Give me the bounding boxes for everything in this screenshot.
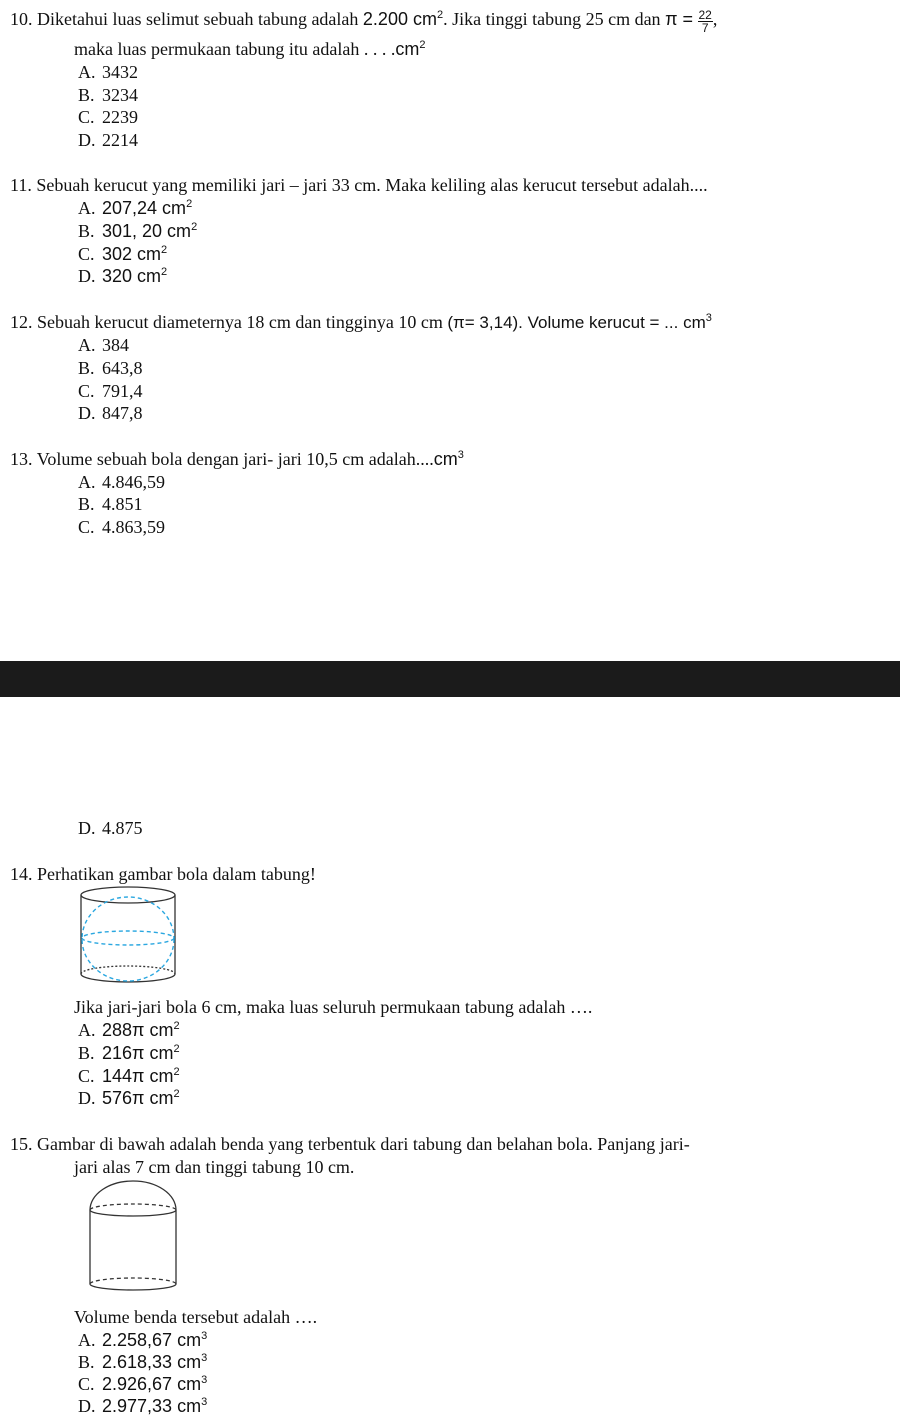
option-d[interactable]: D. 2.977,33 $cm^3$	[78, 1396, 208, 1416]
question-14-text: 14. Perhatikan gambar bola dalam tabung!	[10, 864, 316, 884]
question-10-text	[10, 8, 717, 34]
question-number: 10.	[10, 9, 33, 29]
dark-separator-band	[0, 661, 900, 697]
option-b[interactable]: B. 301, 20 $cm^2$	[78, 221, 198, 241]
question-11-text: 11. Sebuah kerucut yang memiliki jari – jari 33 cm. Maka keliling alas kerucut tersebut adalah....	[10, 175, 708, 195]
question-13-text: 13. Volume sebuah bola dengan jari- jari 10,5 cm $adalah....cm^3$	[10, 449, 464, 469]
question-text-part: . Jika tinggi tabung 25 cm dan	[443, 9, 661, 29]
question-12-text: 12. Sebuah kerucut diameternya 18 cm dan tingginya 10 cm (π= 3,14). Volume kerucut = ... $cm^3$	[10, 312, 712, 332]
option-c[interactable]: C. 302 $cm^2$	[78, 244, 168, 264]
option-a[interactable]: A. 288π $cm^2$	[78, 1020, 180, 1040]
option-b[interactable]: B. 216π $cm^2$	[78, 1043, 180, 1063]
option-b[interactable]: B. 2.618,33 $cm^3$	[78, 1352, 208, 1372]
option-b[interactable]: B. 3234	[78, 85, 138, 105]
question-15-text: 15. Gambar di bawah adalah benda yang terbentuk dari tabung dan belahan bola. Panjang jari-	[10, 1134, 690, 1154]
option-d[interactable]: D. 576π $cm^2$	[78, 1088, 180, 1108]
cylinder-bottom-back	[90, 1278, 176, 1284]
option-c[interactable]: C. 4.863,59	[78, 517, 165, 537]
option-d[interactable]: D. 847,8	[78, 403, 143, 423]
option-c[interactable]: C. 791,4	[78, 381, 143, 401]
option-d[interactable]: D. 2214	[78, 130, 138, 150]
cylinder-bottom-front	[90, 1284, 176, 1290]
pi-label: π =	[665, 9, 693, 29]
cylinder-bottom-front	[81, 974, 175, 982]
option-a[interactable]: A. 3432	[78, 62, 138, 82]
cylinder-top-front	[90, 1210, 176, 1216]
option-d[interactable]: D. 4.875	[78, 818, 143, 838]
option-a[interactable]: A. 2.258,67 $cm^3$	[78, 1330, 208, 1350]
sphere-in-cylinder-figure	[80, 886, 180, 986]
question-10-text-line2: maka luas permukaan tabung itu adalah . . . $.cm^2$	[74, 39, 426, 59]
option-c[interactable]: C. 144π $cm^2$	[78, 1066, 180, 1086]
option-a[interactable]: A. 384	[78, 335, 129, 355]
hemisphere-base-back	[90, 1204, 176, 1210]
question-text-part: Diketahui luas selimut sebuah tabung adalah	[37, 9, 359, 29]
cylinder-top-ellipse	[81, 887, 175, 903]
option-b[interactable]: B. 4.851	[78, 494, 143, 514]
question-14-text-2: Jika jari-jari bola 6 cm, maka luas seluruh permukaan tabung adalah ….	[74, 997, 593, 1017]
cylinder-hemisphere-figure	[88, 1180, 180, 1292]
pi-fraction: $\frac{22}{7}$	[698, 8, 712, 35]
option-b[interactable]: B. 643,8	[78, 358, 143, 378]
question-15-text-cont: jari alas 7 cm dan tinggi tabung 10 cm.	[74, 1157, 355, 1177]
area-value: 2.200 $cm^2$	[362, 9, 444, 29]
option-a[interactable]: A. 207,24 $cm^2$	[78, 198, 193, 218]
option-d[interactable]: D. 320 $cm^2$	[78, 266, 168, 286]
pi-comma: ,	[712, 9, 718, 29]
sphere-equator	[82, 931, 174, 945]
cylinder-bottom-back	[81, 966, 175, 974]
option-a[interactable]: A. 4.846,59	[78, 472, 165, 492]
question-15-text-2: Volume benda tersebut adalah ….	[74, 1307, 318, 1327]
option-c[interactable]: C. 2.926,67 $cm^3$	[78, 1374, 208, 1394]
option-c[interactable]: C. 2239	[78, 107, 138, 127]
